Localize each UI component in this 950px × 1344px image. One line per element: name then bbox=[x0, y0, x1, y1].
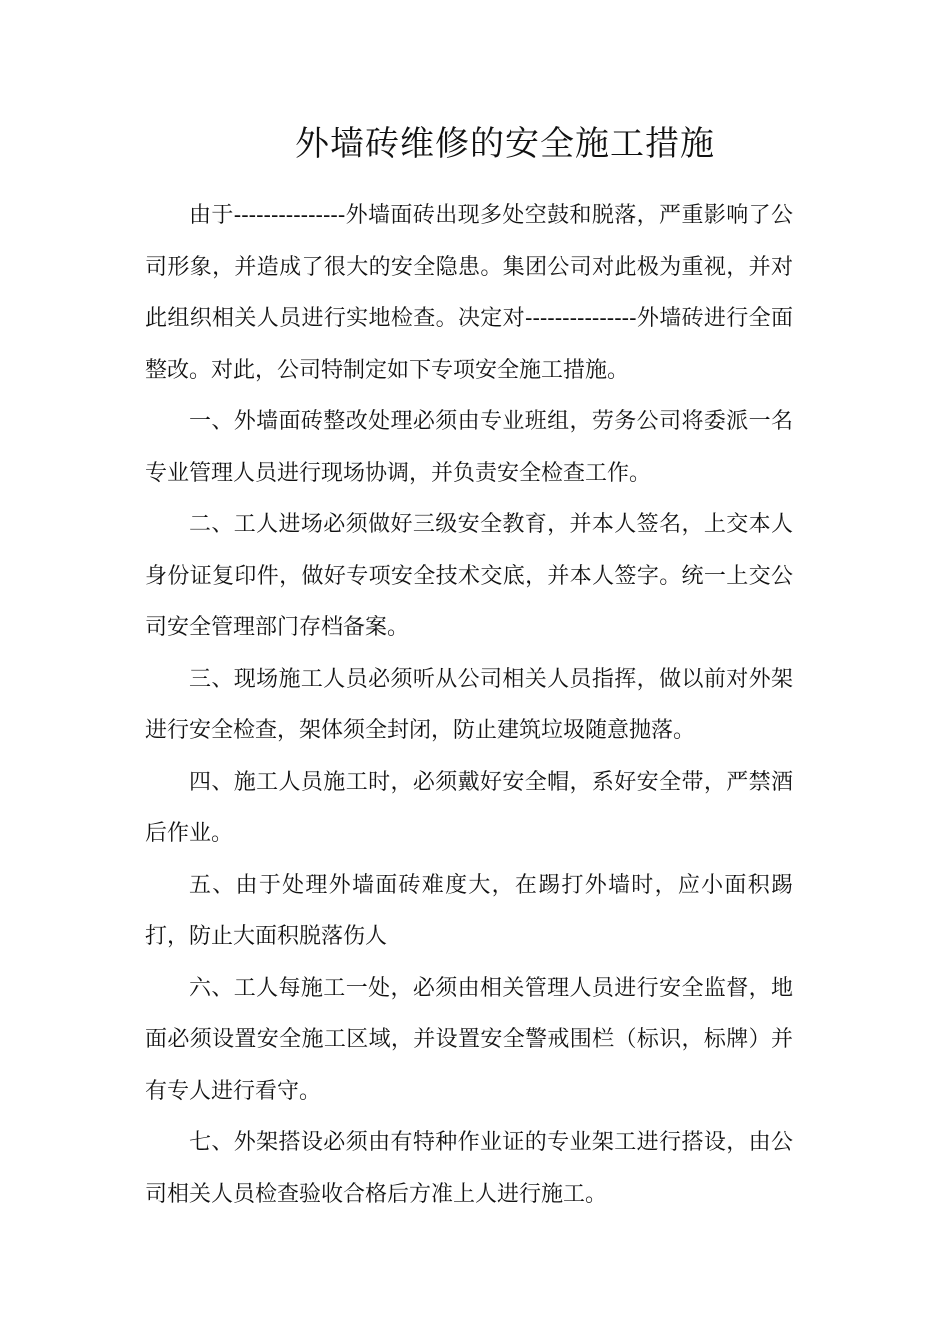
measure-paragraph-7: 七、外架搭设必须由有特种作业证的专业架工进行搭设，由公司相关人员检查验收合格后方准上人进行施工。 bbox=[145, 1130, 793, 1207]
measure-paragraph-2: 二、工人进场必须做好三级安全教育，并本人签名，上交本人身份证复印件，做好专项安全技术交底，并本人签字。统一上交公司安全管理部门存档备案。 bbox=[145, 512, 793, 640]
intro-paragraph: 由于---------------外墙面砖出现多处空鼓和脱落，严重影响了公司形象，并造成了很大的安全隐患。集团公司对此极为重视，并对此组织相关人员进行实地检查。决定对---------------外墙砖进行全面整改。对此，公司特制定如下专项安全施工措施。 bbox=[145, 203, 793, 383]
measure-paragraph-3: 三、现场施工人员必须听从公司相关人员指挥，做以前对外架进行安全检查，架体须全封闭，防止建筑垃圾随意抛落。 bbox=[145, 666, 793, 743]
measure-paragraph-6: 六、工人每施工一处，必须由相关管理人员进行安全监督，地面必须设置安全施工区域，并设置安全警戒围栏（标识，标牌）并有专人进行看守。 bbox=[145, 975, 793, 1104]
measure-paragraph-4: 四、施工人员施工时，必须戴好安全帽，系好安全带，严禁酒后作业。 bbox=[145, 769, 793, 846]
measure-paragraph-5: 五、由于处理外墙面砖难度大，在踢打外墙时，应小面积踢打，防止大面积脱落伤人 bbox=[145, 872, 793, 949]
document-title: 外墙砖维修的安全施工措施 bbox=[295, 124, 715, 164]
document-body bbox=[145, 190, 793, 1220]
measure-paragraph-1: 一、外墙面砖整改处理必须由专业班组，劳务公司将委派一名专业管理人员进行现场协调，并负责安全检查工作。 bbox=[145, 409, 793, 486]
